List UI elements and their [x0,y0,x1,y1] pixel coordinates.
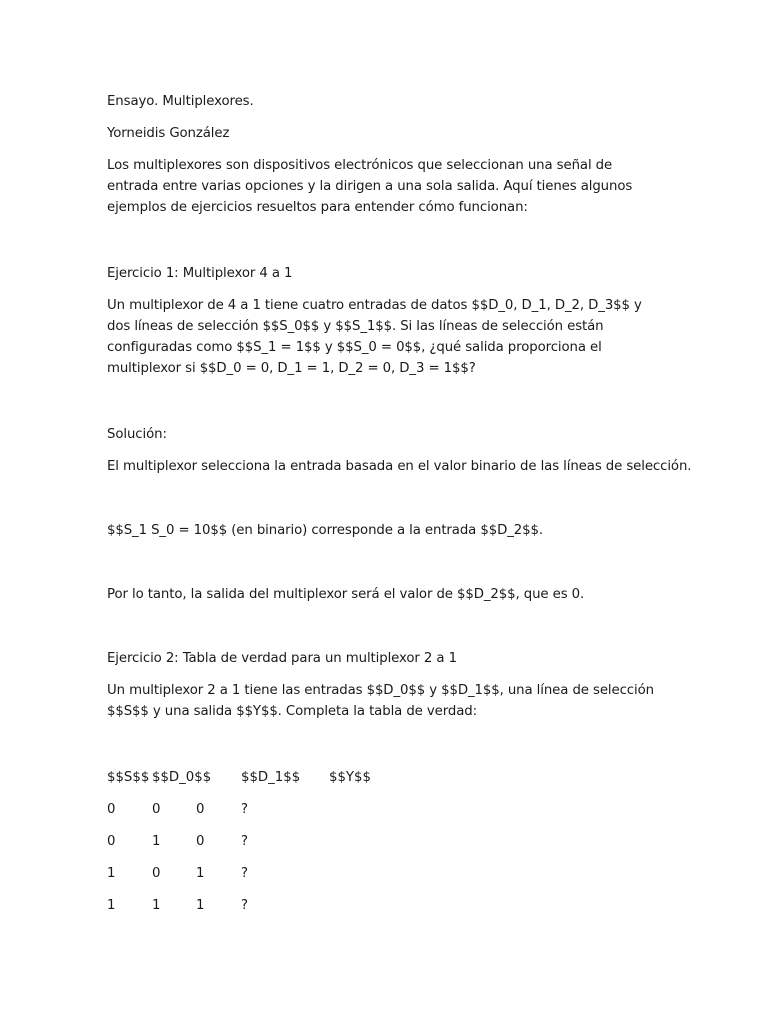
table-row [107,863,407,884]
exercise-1-body: Un multiplexor de 4 a 1 tiene cuatro entradas de datos $$D_0, D_1, D_2, D_3$$ y dos líneas de selección $$S_0$$ y $$S_1$$. Si las líneas de selección están configuradas como $$S_1 = 1$$ y $$S_0 = 0$$, ¿qué salida proporciona el multiplexor si $$D_0 = 0, D_1 = 1, D_2 = 0, D_3 = 1$$? [107,298,642,376]
table-row [107,895,407,916]
author-name: Yorneidis González [107,126,230,141]
header-cell: $$S$$ [107,770,150,785]
table-cell: 0 [196,802,205,817]
table-cell: ? [241,898,249,913]
table-cell: 0 [152,802,161,817]
exercise-2-body: Un multiplexor 2 a 1 tiene las entradas $$D_0$$ y $$D_1$$, una línea de selección $$S$$ y una salida $$Y$$. Completa la tabla de verdad: [107,683,654,719]
document-title: Ensayo. Multiplexores. [107,94,254,109]
table-cell: 1 [107,866,116,881]
solution-paragraph-1: El multiplexor selecciona la entrada basada en el valor binario de las líneas de selección. [107,459,692,474]
intro-paragraph: Los multiplexores son dispositivos electrónicos que seleccionan una señal de entrada entre varias opciones y la dirigen a una sola salida. Aquí tienes algunos ejemplos de ejercicios resueltos para entender cómo funcionan: [107,158,633,215]
table-cell: 1 [196,866,205,881]
table-row [107,831,407,852]
table-cell: 0 [107,834,116,849]
table-cell: 1 [196,898,205,913]
table-cell: 1 [107,898,116,913]
table-cell: 0 [107,802,116,817]
table-cell: 0 [196,834,205,849]
exercise-1-heading: Ejercicio 1: Multiplexor 4 a 1 [107,266,293,281]
exercise-2-heading: Ejercicio 2: Tabla de verdad para un multiplexor 2 a 1 [107,651,457,666]
solution-paragraph-3: Por lo tanto, la salida del multiplexor será el valor de $$D_2$$, que es 0. [107,587,585,602]
truth-table-header [107,767,407,788]
table-cell: ? [241,866,249,881]
table-cell: ? [241,834,249,849]
table-cell: ? [241,802,249,817]
header-cell: $$D_0$$ [152,770,212,785]
table-cell: 1 [152,898,161,913]
solution-paragraph-2: $$S_1 S_0 = 10$$ (en binario) corresponde a la entrada $$D_2$$. [107,523,543,538]
header-cell: $$Y$$ [329,770,371,785]
table-row [107,799,407,820]
header-cell: $$D_1$$ [241,770,301,785]
table-cell: 0 [152,866,161,881]
solution-heading: Solución: [107,427,167,442]
table-cell: 1 [152,834,161,849]
